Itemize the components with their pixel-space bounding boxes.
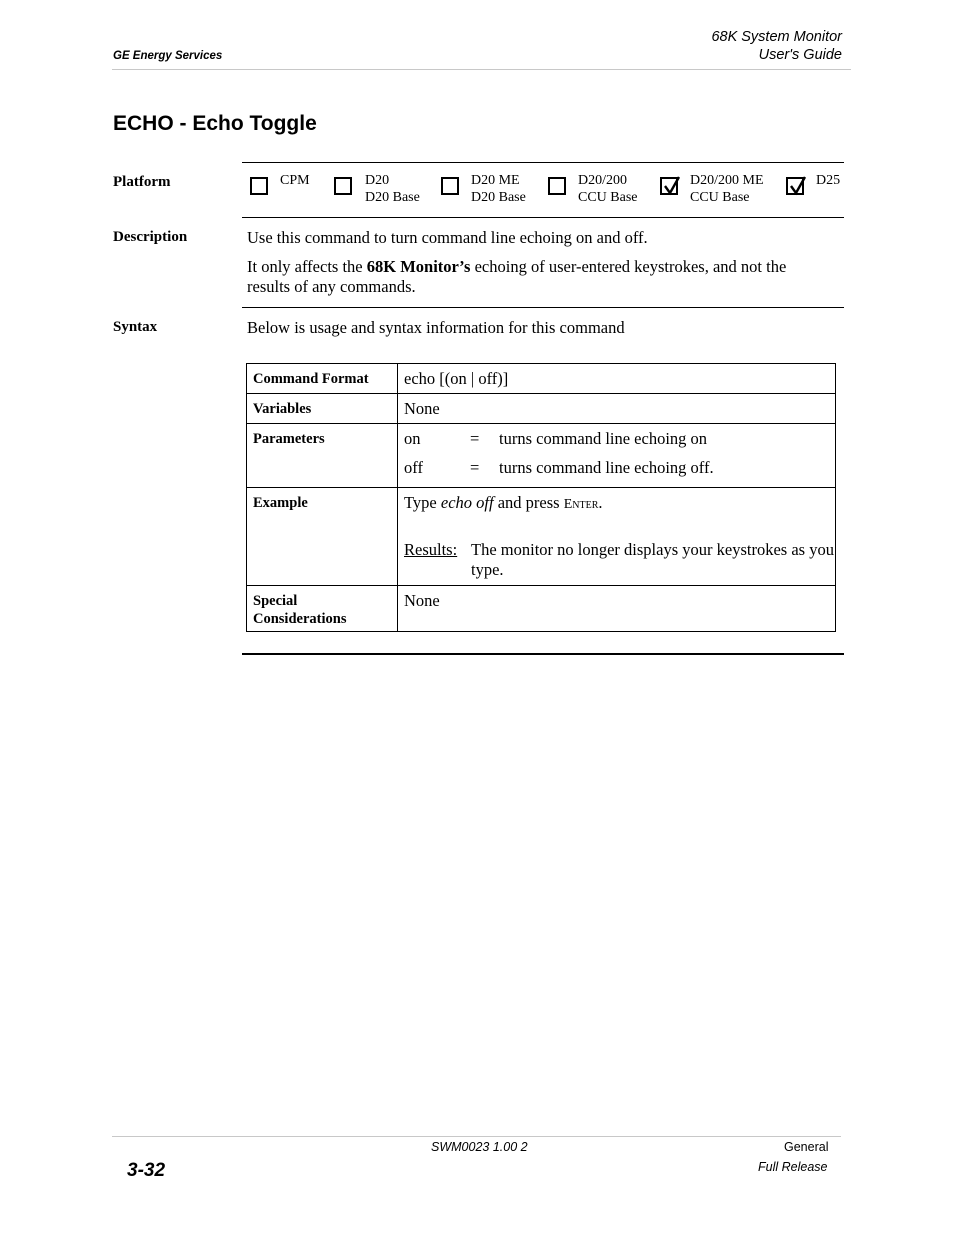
page-title: ECHO - Echo Toggle — [113, 112, 317, 135]
checkbox-icon — [441, 177, 459, 195]
special-considerations-value: None — [398, 586, 836, 632]
command-format-label: Command Format — [247, 364, 398, 394]
table-row — [247, 364, 836, 394]
document-title-line1: 68K System Monitor — [711, 29, 842, 45]
table-row — [247, 586, 836, 632]
results-label: Results: — [404, 540, 458, 559]
product-name: 68K Monitor’s — [366, 257, 471, 276]
footer-release: Full Release — [758, 1160, 828, 1174]
platform-item-label: D20/200 — [578, 173, 627, 188]
document-title — [711, 28, 842, 64]
checkbox-icon — [548, 177, 566, 195]
example-value — [398, 488, 836, 586]
example-instruction: Type echo off and press Enter. — [404, 493, 603, 512]
description-paragraph-2: It only affects the 68K Monitor’s echoing of user-entered keystrokes, and not the results of any commands. — [247, 257, 787, 296]
parameters-label: Parameters — [247, 424, 398, 488]
platform-item-label: D20 — [365, 173, 390, 188]
parameter-on: on = turns command line echoing on — [404, 429, 708, 448]
table-row — [247, 488, 836, 586]
checkbox-icon — [334, 177, 352, 195]
syntax-intro: Below is usage and syntax information for this command — [247, 318, 625, 337]
section-end-rule — [242, 653, 844, 655]
header-divider — [112, 69, 851, 70]
parameter-off: off = turns command line echoing off. — [404, 458, 714, 477]
parameters-value — [398, 424, 836, 488]
variables-value: None — [398, 394, 836, 424]
example-label: Example — [247, 488, 398, 586]
syntax-label: Syntax — [113, 319, 158, 335]
checked-checkbox-icon — [786, 177, 804, 195]
platform-item-label: D20/200 ME — [690, 173, 764, 188]
special-considerations-label: Special Considerations — [247, 586, 398, 632]
platform-item-sublabel: CCU Base — [578, 190, 638, 205]
checked-checkbox-icon — [660, 177, 678, 195]
description-bottom-rule — [242, 307, 844, 308]
checkbox-icon — [250, 177, 268, 195]
command-format-value: echo [(on | off)] — [398, 364, 836, 394]
platform-bottom-rule — [242, 217, 844, 218]
results-text: The monitor no longer displays your keystrokes as you type. — [471, 540, 834, 579]
platform-item-label: CPM — [280, 173, 310, 188]
platform-item-label: D25 — [816, 173, 841, 188]
example-command: echo off — [440, 493, 494, 512]
company-name: GE Energy Services — [113, 50, 223, 62]
description-paragraph-1: Use this command to turn command line echoing on and off. — [247, 228, 648, 247]
document-title-line2: User's Guide — [758, 47, 842, 63]
variables-label: Variables — [247, 394, 398, 424]
table-row — [247, 424, 836, 488]
platform-label: Platform — [113, 174, 171, 190]
footer-category: General — [784, 1140, 829, 1154]
platform-top-rule — [242, 162, 844, 163]
document-code: SWM0023 1.00 2 — [431, 1140, 528, 1154]
platform-item-label: D20 ME — [471, 173, 520, 188]
syntax-table — [246, 363, 836, 632]
platform-item-sublabel: D20 Base — [471, 190, 526, 205]
enter-key: Enter — [563, 497, 599, 512]
platform-item-sublabel: CCU Base — [690, 190, 750, 205]
footer-divider — [112, 1136, 841, 1137]
example-results — [404, 540, 834, 584]
platform-item-sublabel: D20 Base — [365, 190, 420, 205]
page-number: 3-32 — [127, 1160, 166, 1181]
table-row — [247, 394, 836, 424]
description-label: Description — [113, 229, 188, 245]
